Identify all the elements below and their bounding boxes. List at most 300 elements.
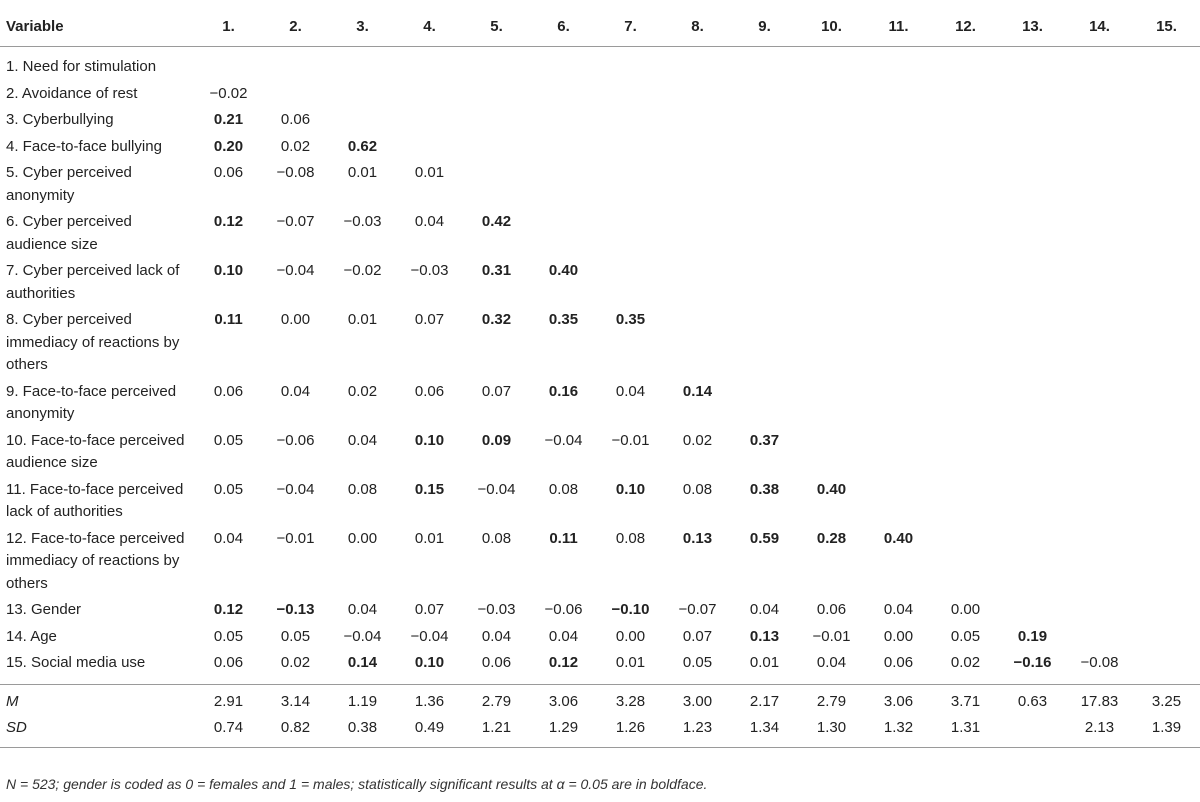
table-cell [1066, 307, 1133, 379]
table-cell [195, 47, 262, 81]
header-col-13: 13. [999, 8, 1066, 47]
table-cell: 0.00 [883, 627, 914, 645]
table-cell [1066, 107, 1133, 134]
table-cell: 0.15 [414, 480, 445, 498]
header-col-4: 4. [396, 8, 463, 47]
stat-cell: 3.71 [932, 684, 999, 715]
table-cell [1133, 307, 1200, 379]
table-cell [1133, 477, 1200, 526]
table-cell: 0.07 [481, 382, 512, 400]
table-cell [1066, 81, 1133, 108]
table-cell: 0.06 [213, 164, 244, 181]
table-cell [731, 379, 798, 428]
table-cell [597, 47, 664, 81]
header-col-5: 5. [463, 8, 530, 47]
stat-cell: 0.82 [262, 715, 329, 747]
stat-cell: 1.30 [798, 715, 865, 747]
table-cell [597, 107, 664, 134]
table-cell: 0.00 [347, 529, 378, 547]
table-cell [865, 379, 932, 428]
stat-cell: 1.29 [530, 715, 597, 747]
table-cell: 0.04 [548, 627, 579, 645]
table-cell: 0.04 [280, 382, 311, 400]
stat-cell: 1.36 [396, 684, 463, 715]
table-cell: 0.06 [213, 654, 244, 671]
table-cell: 0.04 [213, 529, 244, 547]
table-cell [1133, 650, 1200, 684]
table-cell [865, 160, 932, 209]
table-cell [463, 160, 530, 209]
table-cell: −0.04 [276, 480, 315, 498]
table-cell: −0.16 [1013, 654, 1052, 671]
table-cell [798, 209, 865, 258]
table-cell [731, 160, 798, 209]
table-cell [1133, 624, 1200, 651]
table-cell: −0.08 [1080, 654, 1119, 671]
stat-cell: 3.25 [1133, 684, 1200, 715]
stat-cell: 2.79 [463, 684, 530, 715]
table-cell: 0.01 [749, 654, 780, 671]
table-cell: 0.05 [682, 654, 713, 671]
table-cell: 0.02 [347, 382, 378, 400]
table-cell [999, 379, 1066, 428]
header-col-12: 12. [932, 8, 999, 47]
table-cell: 0.02 [682, 431, 713, 449]
table-cell [530, 209, 597, 258]
stat-cell: 0.74 [195, 715, 262, 747]
table-cell: 0.12 [548, 654, 579, 671]
stat-cell: 0.49 [396, 715, 463, 747]
table-cell: 0.14 [682, 382, 713, 400]
table-cell [597, 209, 664, 258]
table-cell: −0.01 [611, 431, 650, 449]
table-cell: −0.06 [276, 431, 315, 449]
table-cell [1133, 81, 1200, 108]
table-cell [396, 81, 463, 108]
table-row [0, 477, 1200, 526]
row-label: 5. Cyber perceived anonymity [6, 164, 132, 204]
table-cell [1066, 47, 1133, 81]
stat-row [0, 715, 1200, 747]
stat-cell: 1.19 [329, 684, 396, 715]
table-cell [463, 134, 530, 161]
table-cell: 0.01 [414, 529, 445, 547]
table-cell [798, 134, 865, 161]
table-cell [1066, 624, 1133, 651]
header-col-7: 7. [597, 8, 664, 47]
table-cell [999, 477, 1066, 526]
table-cell [999, 526, 1066, 598]
table-cell [731, 209, 798, 258]
table-cell [865, 81, 932, 108]
stat-cell: 1.23 [664, 715, 731, 747]
table-cell: 0.01 [347, 311, 378, 328]
header-col-1: 1. [195, 8, 262, 47]
table-cell [463, 107, 530, 134]
table-cell [530, 134, 597, 161]
table-cell: −0.07 [678, 601, 717, 618]
header-variable: Variable [0, 8, 195, 47]
table-cell: 0.10 [213, 262, 244, 279]
table-cell [1066, 597, 1133, 624]
table-cell [597, 160, 664, 209]
table-cell [932, 134, 999, 161]
table-cell: 0.10 [615, 480, 646, 498]
stat-cell [999, 715, 1066, 747]
stat-cell: 3.06 [530, 684, 597, 715]
table-cell [1133, 428, 1200, 477]
table-cell [329, 81, 396, 108]
stat-cell: 0.38 [329, 715, 396, 747]
row-label: 3. Cyberbullying [6, 111, 114, 128]
table-cell [731, 107, 798, 134]
table-row [0, 650, 1200, 684]
table-row [0, 107, 1200, 134]
table-cell [664, 160, 731, 209]
stat-cell: 2.17 [731, 684, 798, 715]
table-cell: 0.06 [213, 382, 244, 400]
table-cell [329, 47, 396, 81]
table-cell: 0.08 [548, 480, 579, 498]
header-col-2: 2. [262, 8, 329, 47]
table-cell: −0.04 [410, 627, 449, 645]
table-cell: 0.14 [347, 654, 378, 671]
table-row [0, 526, 1200, 598]
table-row [0, 258, 1200, 307]
table-cell: 0.06 [280, 111, 311, 128]
table-row [0, 81, 1200, 108]
table-cell [865, 134, 932, 161]
table-cell: 0.04 [816, 654, 847, 671]
table-cell: 0.10 [414, 431, 445, 449]
table-cell [664, 258, 731, 307]
table-cell [664, 107, 731, 134]
table-cell [597, 134, 664, 161]
table-cell [1066, 428, 1133, 477]
header-col-11: 11. [865, 8, 932, 47]
table-row [0, 624, 1200, 651]
table-cell [1133, 47, 1200, 81]
table-cell [865, 428, 932, 477]
table-cell: 0.02 [280, 137, 311, 155]
table-cell [999, 307, 1066, 379]
table-cell: −0.01 [812, 627, 851, 645]
table-cell [1133, 107, 1200, 134]
table-cell [396, 134, 463, 161]
table-cell: 0.38 [749, 480, 780, 498]
table-cell [1066, 258, 1133, 307]
table-cell: 0.01 [347, 164, 378, 181]
table-cell: 0.00 [280, 311, 311, 328]
table-cell [731, 134, 798, 161]
table-cell: 0.08 [615, 529, 646, 547]
table-cell [932, 428, 999, 477]
table-cell: 0.07 [682, 627, 713, 645]
header-col-8: 8. [664, 8, 731, 47]
row-label: 4. Face-to-face bullying [6, 137, 162, 155]
table-cell [798, 47, 865, 81]
table-cell: −0.03 [410, 262, 449, 279]
table-cell: 0.07 [414, 601, 445, 618]
table-cell [530, 160, 597, 209]
table-cell [731, 81, 798, 108]
table-cell [932, 379, 999, 428]
table-row [0, 160, 1200, 209]
table-row [0, 47, 1200, 81]
table-cell: 0.37 [749, 431, 780, 449]
table-cell [731, 307, 798, 379]
table-cell [530, 47, 597, 81]
stat-cell: 1.31 [932, 715, 999, 747]
table-cell [999, 134, 1066, 161]
table-cell: 0.06 [414, 382, 445, 400]
table-cell [932, 258, 999, 307]
stat-cell: 0.63 [999, 684, 1066, 715]
table-cell [865, 107, 932, 134]
table-cell: 0.04 [347, 601, 378, 618]
table-cell: 0.12 [213, 601, 244, 618]
row-label: 13. Gender [6, 601, 82, 618]
table-cell [530, 81, 597, 108]
table-cell: 0.02 [280, 654, 311, 671]
table-cell: 0.02 [950, 654, 981, 671]
table-cell: 0.62 [347, 137, 378, 155]
table-cell [999, 160, 1066, 209]
table-cell [932, 209, 999, 258]
table-cell [329, 107, 396, 134]
table-cell [999, 81, 1066, 108]
table-cell [664, 134, 731, 161]
table-cell: 0.28 [816, 529, 847, 547]
table-cell: −0.08 [276, 164, 315, 181]
stat-cell: 3.06 [865, 684, 932, 715]
row-label: 6. Cyber perceived audience size [6, 213, 132, 253]
stat-row [0, 684, 1200, 715]
table-cell: 0.19 [1017, 627, 1048, 645]
table-cell [1066, 526, 1133, 598]
row-label: 12. Face-to-face perceived immediacy of reactions by others [6, 529, 185, 592]
row-label: 1. Need for stimulation [6, 58, 157, 75]
table-cell: −0.06 [544, 601, 583, 618]
table-cell: 0.35 [615, 311, 646, 328]
table-cell: 0.04 [749, 601, 780, 618]
table-body [0, 47, 1200, 748]
table-cell [999, 258, 1066, 307]
table-cell [865, 477, 932, 526]
row-label: 7. Cyber perceived lack of authorities [6, 262, 180, 302]
table-cell: 0.01 [414, 164, 445, 181]
table-cell: 0.05 [280, 627, 311, 645]
table-cell [798, 379, 865, 428]
table-cell [463, 81, 530, 108]
header-col-10: 10. [798, 8, 865, 47]
table-cell: 0.06 [481, 654, 512, 671]
table-cell: 0.04 [347, 431, 378, 449]
table-cell [999, 47, 1066, 81]
table-cell [664, 209, 731, 258]
table-cell [664, 47, 731, 81]
stat-cell: 3.14 [262, 684, 329, 715]
table-cell: 0.32 [481, 311, 512, 328]
table-cell [1133, 597, 1200, 624]
table-cell: 0.40 [816, 480, 847, 498]
stat-cell: 2.13 [1066, 715, 1133, 747]
stat-label: M [0, 684, 195, 715]
table-cell: 0.11 [214, 311, 243, 328]
stat-label: SD [0, 715, 195, 747]
table-cell [798, 160, 865, 209]
table-cell: 0.04 [414, 213, 445, 230]
table-row [0, 134, 1200, 161]
table-cell: 0.04 [615, 382, 646, 400]
table-cell: 0.13 [749, 627, 780, 645]
table-cell: 0.13 [682, 529, 713, 547]
table-cell [798, 428, 865, 477]
table-row [0, 379, 1200, 428]
row-label: 2. Avoidance of rest [6, 84, 138, 102]
table-cell [1133, 134, 1200, 161]
table-cell: 0.09 [481, 431, 512, 449]
table-cell: 0.00 [615, 627, 646, 645]
table-cell [932, 81, 999, 108]
header-col-6: 6. [530, 8, 597, 47]
table-cell [1133, 209, 1200, 258]
table-cell [664, 81, 731, 108]
table-cell: −0.03 [343, 213, 382, 230]
row-label: 8. Cyber perceived immediacy of reactions by others [6, 311, 180, 373]
table-cell [396, 107, 463, 134]
row-label: 14. Age [6, 627, 57, 645]
table-cell [597, 81, 664, 108]
table-cell: −0.04 [276, 262, 315, 279]
table-cell [999, 428, 1066, 477]
table-cell [1066, 477, 1133, 526]
table-cell [999, 597, 1066, 624]
table-cell [262, 47, 329, 81]
correlation-table [0, 8, 1200, 748]
table-cell: 0.07 [414, 311, 445, 328]
table-cell: −0.04 [343, 627, 382, 645]
table-cell: 0.12 [213, 213, 244, 230]
table-cell: 0.08 [347, 480, 378, 498]
table-cell: 0.05 [213, 627, 244, 645]
table-cell: 0.40 [883, 529, 914, 547]
table-cell: 0.00 [950, 601, 981, 618]
table-cell [865, 47, 932, 81]
table-cell [932, 307, 999, 379]
table-cell: −0.04 [477, 480, 516, 498]
table-cell [597, 258, 664, 307]
table-cell [1066, 209, 1133, 258]
table-cell: 0.16 [548, 382, 579, 400]
table-cell [932, 477, 999, 526]
table-cell: −0.07 [276, 213, 315, 230]
table-cell: 0.01 [615, 654, 646, 671]
header-col-15: 15. [1133, 8, 1200, 47]
table-cell: 0.11 [549, 529, 578, 547]
table-cell [731, 258, 798, 307]
header-col-14: 14. [1066, 8, 1133, 47]
table-cell: 0.06 [883, 654, 914, 671]
table-cell: 0.08 [682, 480, 713, 498]
header-col-9: 9. [731, 8, 798, 47]
table-cell [865, 209, 932, 258]
table-row [0, 209, 1200, 258]
table-cell: 0.35 [548, 311, 579, 328]
header-col-3: 3. [329, 8, 396, 47]
table-cell: −0.02 [209, 84, 248, 102]
table-cell [262, 81, 329, 108]
table-cell: −0.01 [276, 529, 315, 547]
stat-cell: 17.83 [1066, 684, 1133, 715]
table-cell: 0.05 [213, 431, 244, 449]
stat-cell: 3.00 [664, 684, 731, 715]
table-cell: 0.08 [481, 529, 512, 547]
table-cell [798, 258, 865, 307]
stat-cell: 1.32 [865, 715, 932, 747]
stat-cell: 3.28 [597, 684, 664, 715]
table-cell: 0.20 [213, 137, 244, 155]
table-cell [396, 47, 463, 81]
table-cell [999, 209, 1066, 258]
table-cell [1133, 526, 1200, 598]
stat-cell: 2.79 [798, 684, 865, 715]
table-cell [1066, 134, 1133, 161]
table-cell: 0.40 [548, 262, 579, 279]
table-cell [731, 47, 798, 81]
table-cell [798, 107, 865, 134]
row-label: 15. Social media use [6, 654, 146, 671]
table-cell [932, 47, 999, 81]
table-footnote: N = 523; gender is coded as 0 = females and 1 = males; statistically significant results at α = 0.05 are in boldface. [6, 776, 708, 792]
row-label: 9. Face-to-face perceived anonymity [6, 382, 177, 422]
table-cell: 0.05 [213, 480, 244, 498]
row-label: 10. Face-to-face perceived audience size [6, 431, 185, 471]
table-cell: −0.03 [477, 601, 516, 618]
table-header-row [0, 8, 1200, 47]
stat-cell: 1.34 [731, 715, 798, 747]
table-cell [865, 307, 932, 379]
table-cell [932, 107, 999, 134]
table-row [0, 428, 1200, 477]
table-cell [798, 307, 865, 379]
table-cell: −0.04 [544, 431, 583, 449]
stat-cell: 1.39 [1133, 715, 1200, 747]
stat-cell: 2.91 [195, 684, 262, 715]
row-label: 11. Face-to-face perceived lack of authorities [6, 480, 184, 520]
stat-cell: 1.21 [463, 715, 530, 747]
table-cell [1133, 160, 1200, 209]
table-row [0, 597, 1200, 624]
table-cell [798, 81, 865, 108]
table-cell: 0.06 [816, 601, 847, 618]
table-cell: 0.31 [481, 262, 512, 279]
table-cell [1133, 258, 1200, 307]
table-cell: 0.21 [213, 111, 244, 128]
table-cell [932, 526, 999, 598]
table-cell: 0.42 [481, 213, 512, 230]
table-cell [1133, 379, 1200, 428]
table-cell: 0.04 [883, 601, 914, 618]
table-cell: 0.10 [414, 654, 445, 671]
table-cell [999, 107, 1066, 134]
stat-cell: 1.26 [597, 715, 664, 747]
table-cell [664, 307, 731, 379]
table-cell: 0.59 [749, 529, 780, 547]
table-cell: −0.13 [276, 601, 315, 618]
table-cell [865, 258, 932, 307]
table-cell: 0.05 [950, 627, 981, 645]
